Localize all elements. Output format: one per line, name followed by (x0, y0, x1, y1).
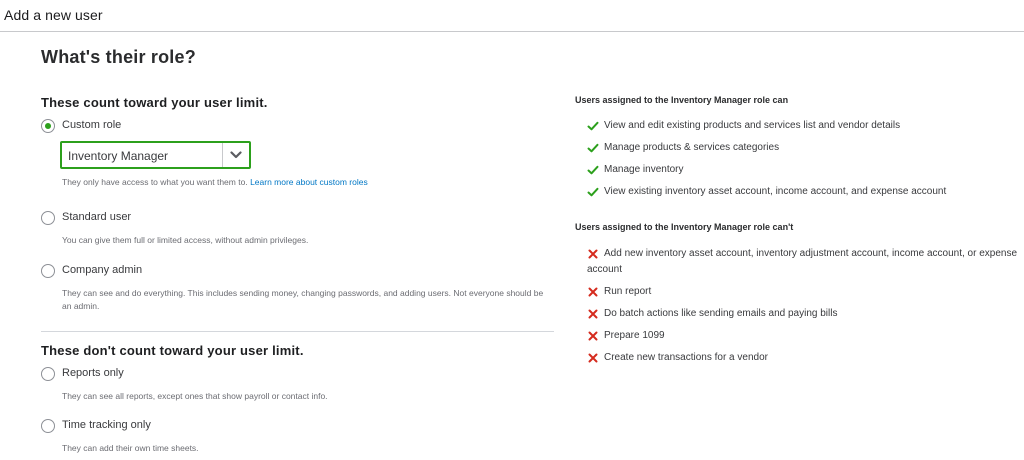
can-permission-text: View and edit existing products and services list and vendor details (604, 120, 901, 131)
radio-label-company-admin: Company admin (62, 264, 143, 276)
time-tracking-only-help: They can add their own time sheets. (62, 443, 199, 453)
radio-button-company-admin[interactable] (41, 264, 55, 278)
section-divider (41, 331, 554, 332)
radio-label-custom-role: Custom role (62, 119, 122, 131)
cannot-permission-item (587, 306, 1024, 322)
cannot-permission-item (587, 350, 1024, 366)
can-permission-item (587, 184, 1024, 200)
can-permission-item (587, 140, 1024, 156)
cannot-permission-text: Create new transactions for a vendor (604, 352, 768, 363)
can-permission-text: View existing inventory asset account, income account, and expense account (604, 186, 947, 197)
custom-role-select[interactable] (60, 141, 251, 169)
reports-only-help: They can see all reports, except ones that show payroll or contact info. (62, 391, 328, 401)
cannot-permission-text: Do batch actions like sending emails and paying bills (604, 308, 838, 319)
can-permission-text: Manage products & services categories (604, 142, 780, 153)
can-permissions-heading: Users assigned to the Inventory Manager role can (575, 95, 789, 105)
standard-user-help: You can give them full or limited access, without admin privileges. (62, 235, 309, 245)
x-mark-icon (587, 248, 599, 260)
cannot-permissions-heading: Users assigned to the Inventory Manager role can't (575, 222, 794, 232)
cannot-permission-text: Run report (604, 286, 652, 297)
radio-label-time-tracking-only: Time tracking only (62, 419, 151, 431)
counted-section-heading: These count toward your user limit. (41, 95, 268, 110)
radio-label-standard-user: Standard user (62, 211, 132, 223)
dropdown-toggle[interactable] (222, 143, 249, 167)
radio-button-reports-only[interactable] (41, 367, 55, 381)
checkmark-icon (587, 120, 599, 132)
company-admin-help: They can see and do everything. This includes sending money, changing passwords, and adding users. Not everyone should be an admin. (62, 288, 544, 311)
x-mark-icon (587, 308, 599, 320)
cannot-permission-text: Add new inventory asset account, inventory adjustment account, income account, or expense account (587, 248, 1018, 275)
can-permission-item (587, 118, 1024, 134)
chevron-down-icon (230, 150, 242, 160)
radio-button-standard-user[interactable] (41, 211, 55, 225)
window-header (0, 0, 1024, 32)
window-title: Add a new user (4, 7, 103, 23)
checkmark-icon (587, 142, 599, 154)
cannot-permission-item (587, 284, 1024, 300)
custom-role-help-text: They only have access to what you want them to. (62, 177, 248, 187)
checkmark-icon (587, 164, 599, 176)
x-mark-icon (587, 352, 599, 364)
radio-label-reports-only: Reports only (62, 367, 124, 379)
can-permission-item (587, 162, 1024, 178)
custom-role-help (62, 176, 562, 189)
x-mark-icon (587, 286, 599, 298)
custom-role-select-value: Inventory Manager (68, 149, 169, 163)
page-title: What's their role? (41, 47, 196, 67)
cannot-permission-item (587, 246, 1017, 278)
can-permission-text: Manage inventory (604, 164, 684, 175)
radio-button-time-tracking-only[interactable] (41, 419, 55, 433)
x-mark-icon (587, 330, 599, 342)
checkmark-icon (587, 186, 599, 198)
custom-roles-learn-more-link[interactable]: Learn more about custom roles (250, 177, 368, 187)
uncounted-section-heading: These don't count toward your user limit. (41, 343, 304, 358)
radio-button-custom-role[interactable] (41, 119, 55, 133)
cannot-permission-text: Prepare 1099 (604, 330, 665, 341)
cannot-permission-item (587, 328, 1024, 344)
